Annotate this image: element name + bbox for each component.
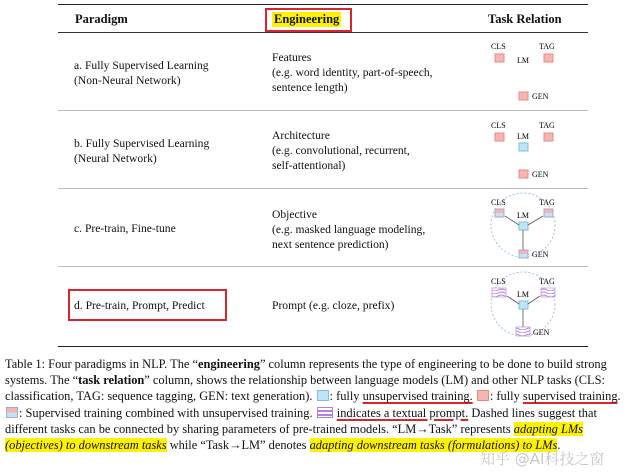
legend-mixed-square [6,407,18,418]
row-d-engineering: Prompt (e.g. cloze, prefix) [272,299,395,312]
row-d-paradigm: d. Pre-train, Prompt, Predict [74,299,205,312]
legend-pink-square [477,390,489,401]
gen-square-b [519,170,528,178]
lm-square-b [519,143,528,151]
label-gen-c: GEN [532,250,549,259]
label-gen-b: GEN [532,170,549,179]
header-task-relation: Task Relation [488,12,562,26]
gen-square-c [519,250,528,258]
cls-square-b [495,133,504,141]
cls-square-c [495,209,504,217]
diagram-b [491,121,555,179]
label-tag-d: TAG [539,277,555,286]
cls-prompt-d [492,288,506,297]
label-lm-c: LM [517,211,529,220]
label-lm-a: LM [517,56,529,65]
label-tag-b: TAG [539,121,555,130]
diagram-c [491,193,555,259]
watermark: 知乎 @AI科技之窗 [480,450,605,468]
row-a-paradigm: a. Fully Supervised Learning (Non-Neural Network) [74,59,209,87]
paradigm-d-highlight-box [68,289,227,321]
label-lm-b: LM [517,132,529,141]
label-tag-a: TAG [539,42,555,51]
tag-square-b [544,133,553,141]
row-c-engineering: Objective (e.g. masked language modeling, next sentence prediction) [272,208,426,251]
tag-square-a [544,54,553,62]
row-c-paradigm: c. Pre-train, Fine-tune [74,222,176,235]
legend-blue-square [317,390,329,401]
edge-lm-tag-d [528,296,540,304]
label-gen-a: GEN [532,92,549,101]
header-engineering: Engineering [274,12,340,26]
label-cls-c: CLS [491,198,506,207]
gen-prompt-d [516,327,530,336]
table-caption: Table 1: Four paradigms in NLP. The “engineering” column represents the type of engineering to be done to build strong systems. The “task relation” column, shows the relationship between language models (LM) and other NLP tasks (CLS: classification, TAG: sequence tagging, GEN: text generation). : fully unsupervised training. : fully supervised training. : Supervised training combined with unsupervised training. indicates a textual prompt. Dashed lines suggest that different tasks can be connected by sharing parameters of pre-trained models. “LM→Task” represents adapting LMs (objectives) to downstream tasks while “Task→LM” denotes adapting downstream tasks (formulations) to LMs. [5,357,621,453]
label-cls-a: CLS [491,42,506,51]
tag-prompt-d [541,288,555,297]
table-bottom-rule [58,346,588,347]
lm-empty-a [518,68,527,76]
lm-square-d [519,301,528,309]
lm-square-c [519,222,528,230]
gen-square-a [519,92,528,100]
label-cls-b: CLS [491,121,506,130]
header-paradigm: Paradigm [75,12,128,26]
cls-square-a [495,54,504,62]
diagram-a [491,42,555,101]
task-relation-diagrams [470,36,600,346]
label-lm-d: LM [517,290,529,299]
edge-lm-tag-c [528,216,543,225]
table-top-rule [58,4,588,5]
label-gen-d: GEN [533,328,550,337]
legend-prompt-glyph [317,407,333,418]
label-tag-c: TAG [539,198,555,207]
row-b-engineering: Architecture (e.g. convolutional, recurrent, self-attentional) [272,129,410,172]
row-b-paradigm: b. Fully Supervised Learning (Neural Network) [74,137,210,165]
diagram-d [491,272,555,337]
engineering-highlight-box [265,8,352,32]
row-a-engineering: Features (e.g. word identity, part-of-speech, sentence length) [272,51,433,94]
label-cls-d: CLS [491,277,506,286]
header-rule [58,32,588,33]
tag-square-c [544,209,553,217]
